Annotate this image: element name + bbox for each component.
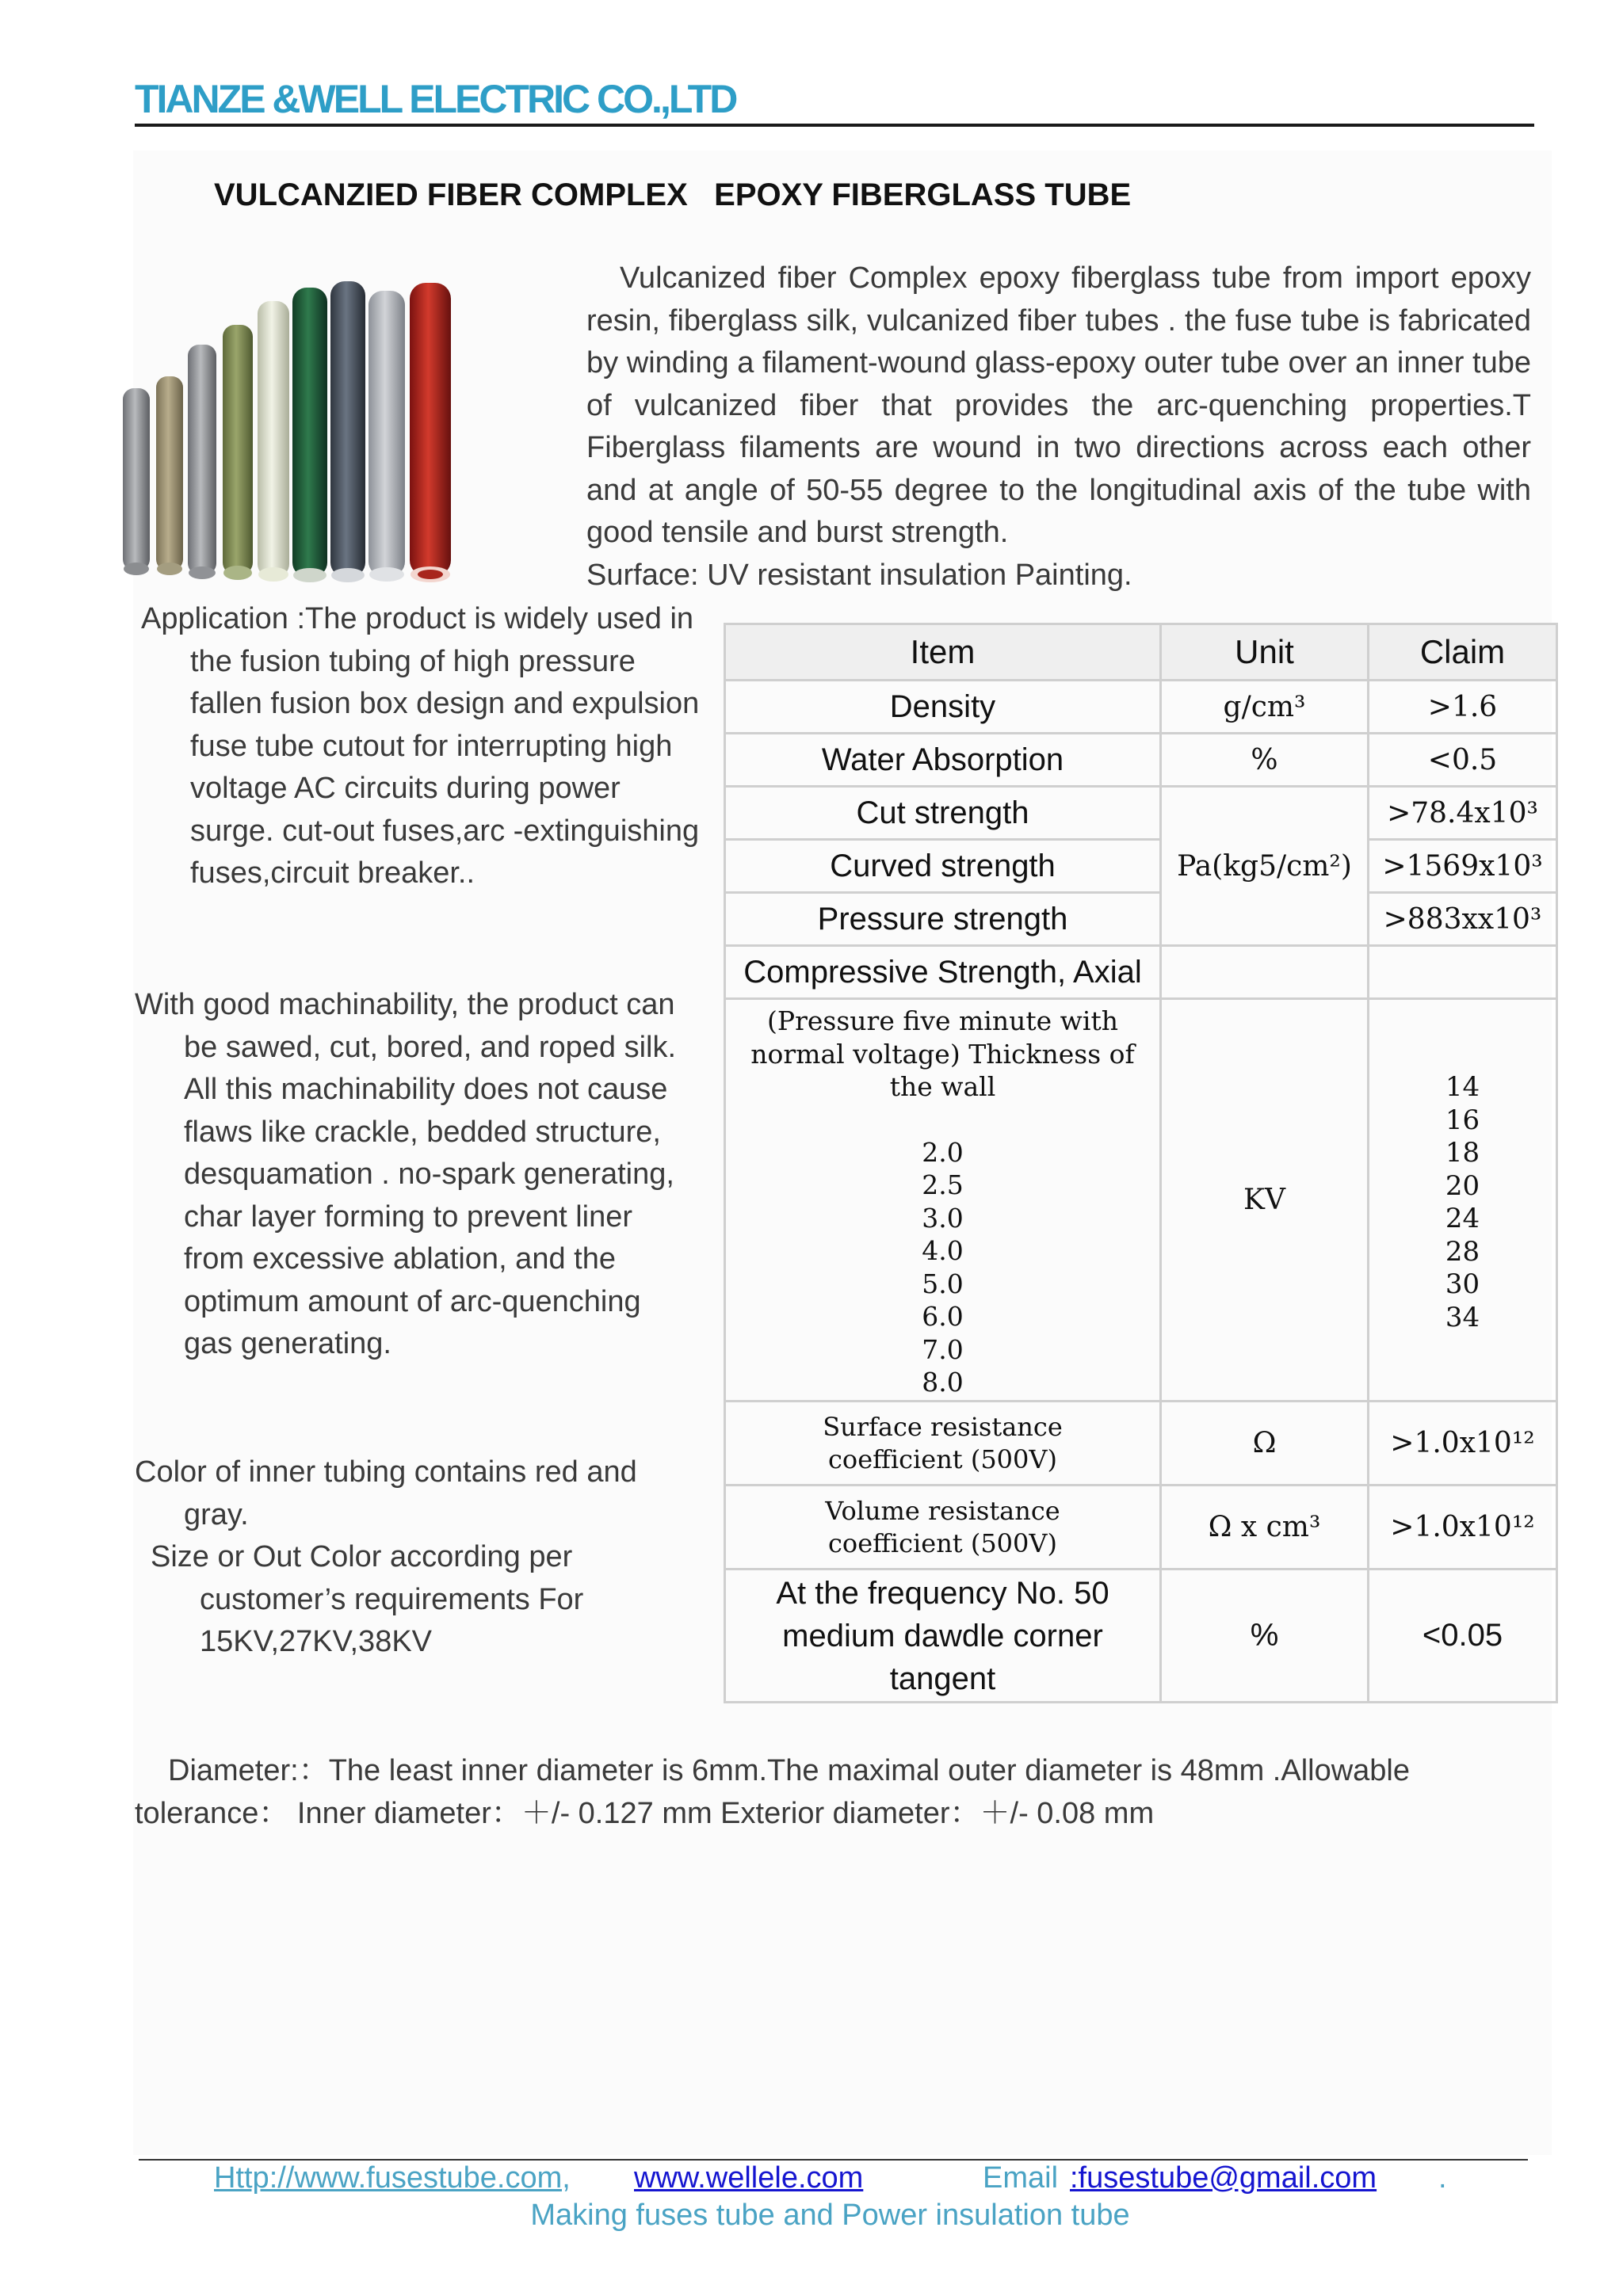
surface-note: Surface: UV resistant insulation Painting. [586,558,1132,592]
voltage-value: 24 [1445,1203,1480,1234]
cell-claim: <0.5 [1369,734,1557,787]
header-item: Item [725,624,1161,681]
diameter-text [135,1749,1545,1835]
cell-voltage-values [1369,999,1557,1402]
cell-claim: <0.05 [1369,1569,1557,1703]
cell-item: Water Absorption [725,734,1161,787]
application-section [141,598,705,895]
cell-item: Compressive Strength, Axial [725,946,1161,999]
table-row-compressive [725,946,1557,999]
application-text: Application :The product is widely used in the fusion tubing of high pressure fallen fusion box design and expulsion fuse tube cutout for interrupting high voltage AC circuits during power surge. cut-out fuses,arc -extinguishing fuses,circuit breaker.. [141,602,700,890]
thickness-value: 5.0 [922,1268,964,1299]
size-section [151,1536,705,1664]
cell-unit-empty [1161,946,1369,999]
cell-voltage-unit: KV [1161,999,1369,1402]
thickness-value: 3.0 [922,1202,964,1234]
cell-claim: >883xx10³ [1369,893,1557,946]
thickness-value: 2.0 [922,1136,964,1168]
table-row-surface-resistance [725,1402,1557,1486]
cell-unit: % [1161,1569,1369,1703]
voltage-value: 28 [1445,1235,1480,1268]
website-link-wellele[interactable]: www.wellele.com [634,2161,864,2195]
cell-unit: Ω [1161,1402,1369,1486]
footer-rule [139,2159,1528,2161]
intro-text [586,257,1531,597]
table-row-curved-strength [725,840,1557,893]
footer-dot: . [1438,2161,1447,2195]
cell-strength-unit: Pa(kg5/cm²) [1161,787,1369,946]
cell-item: Surface resistance coefficient (500V) [725,1402,1161,1486]
thickness-value: 2.5 [922,1169,964,1200]
thickness-value: 4.0 [922,1235,964,1266]
cell-item: Density [725,681,1161,734]
table-row-dawdle-tangent [725,1569,1557,1703]
intro-paragraph: Vulcanized fiber Complex epoxy fiberglass tube from import epoxy resin, fiberglass silk, vulcanized fiber tubes . the fuse tube is fabricated by winding a filament-wound glass-epoxy outer tube over an inner tube of vulcanized fiber that provides the arc-quenching properties.T Fiberglass filaments are wound in two directions across each other and at angle of 50-55 degree to the longitudinal axis of the tube with good tensile and burst strength. [586,261,1531,549]
voltage-value: 18 [1445,1137,1480,1169]
voltage-value: 16 [1445,1104,1480,1136]
size-text: Size or Out Color according per customer’s requirements For 15KV,27KV,38KV [151,1540,584,1658]
thickness-value: 7.0 [922,1333,964,1365]
cell-claim: >1.0x10¹² [1369,1486,1557,1569]
company-name: TIANZE &WELL ELECTRIC CO.,LTD [135,77,736,121]
cell-claim: >1.6 [1369,681,1557,734]
website-link-fusestube[interactable]: Http://www.fusestube.com, [214,2161,571,2195]
voltage-value: 20 [1445,1169,1480,1202]
thickness-value: 8.0 [922,1367,964,1398]
diameter-paragraph: Diameter:：The least inner diameter is 6mm.The maximal outer diameter is 48mm .Allowable tolerance： Inner diameter：＋/- 0.127 mm Exterior diameter：＋/- 0.08 mm [135,1754,1410,1830]
product-image-fiberglass-tubes [115,250,503,582]
table-row-volume-resistance [725,1486,1557,1569]
cell-item: Volume resistance coefficient (500V) [725,1486,1161,1569]
email-link[interactable]: :fusestube@gmail.com [1070,2161,1377,2195]
cell-item: Curved strength [725,840,1161,893]
table-row-cut-strength [725,787,1557,840]
document-title: VULCANZIED FIBER COMPLEX EPOXY FIBERGLASS TUBE [214,177,1132,212]
table-header-row [725,624,1557,681]
cell-claim: >1.0x10¹² [1369,1402,1557,1486]
voltage-value: 14 [1445,1071,1480,1103]
header-rule [135,124,1534,127]
color-text: Color of inner tubing contains red and gray. [135,1455,637,1531]
cell-item: Pressure strength [725,893,1161,946]
table-row-voltage [725,999,1557,1402]
table-row-water-absorption [725,734,1557,787]
table-row-density [725,681,1557,734]
voltage-value: 34 [1445,1301,1480,1333]
voltage-label: (Pressure five minute with normal voltage) Thickness of the wall [750,1005,1135,1102]
cell-claim-empty [1369,946,1557,999]
cell-item: At the frequency No. 50 medium dawdle corner tangent [725,1569,1161,1703]
header-unit: Unit [1161,624,1369,681]
thickness-value: 6.0 [922,1301,964,1332]
voltage-value: 30 [1445,1268,1480,1300]
color-section [135,1451,705,1536]
table-row-pressure-strength [725,893,1557,946]
header-claim: Claim [1369,624,1557,681]
email-label: Email [983,2161,1067,2195]
footer-slogan: Making fuses tube and Power insulation tube [530,2199,1130,2232]
cell-unit: % [1161,734,1369,787]
machinability-text: With good machinability, the product can be sawed, cut, bored, and roped silk. All this machinability does not cause flaws like crackle, bedded structure, desquamation . no-spark generating, char layer forming to prevent liner from excessive ablation, and the optimum amount of arc-quenching gas generating. [135,988,677,1360]
machinability-section [135,984,697,1366]
cell-voltage-item [725,999,1161,1402]
cell-claim: >78.4x10³ [1369,787,1557,840]
cell-claim: >1569x10³ [1369,840,1557,893]
cell-item: Cut strength [725,787,1161,840]
spec-table [724,623,1558,1703]
cell-unit: Ω x cm³ [1161,1486,1369,1569]
cell-unit: g/cm³ [1161,681,1369,734]
